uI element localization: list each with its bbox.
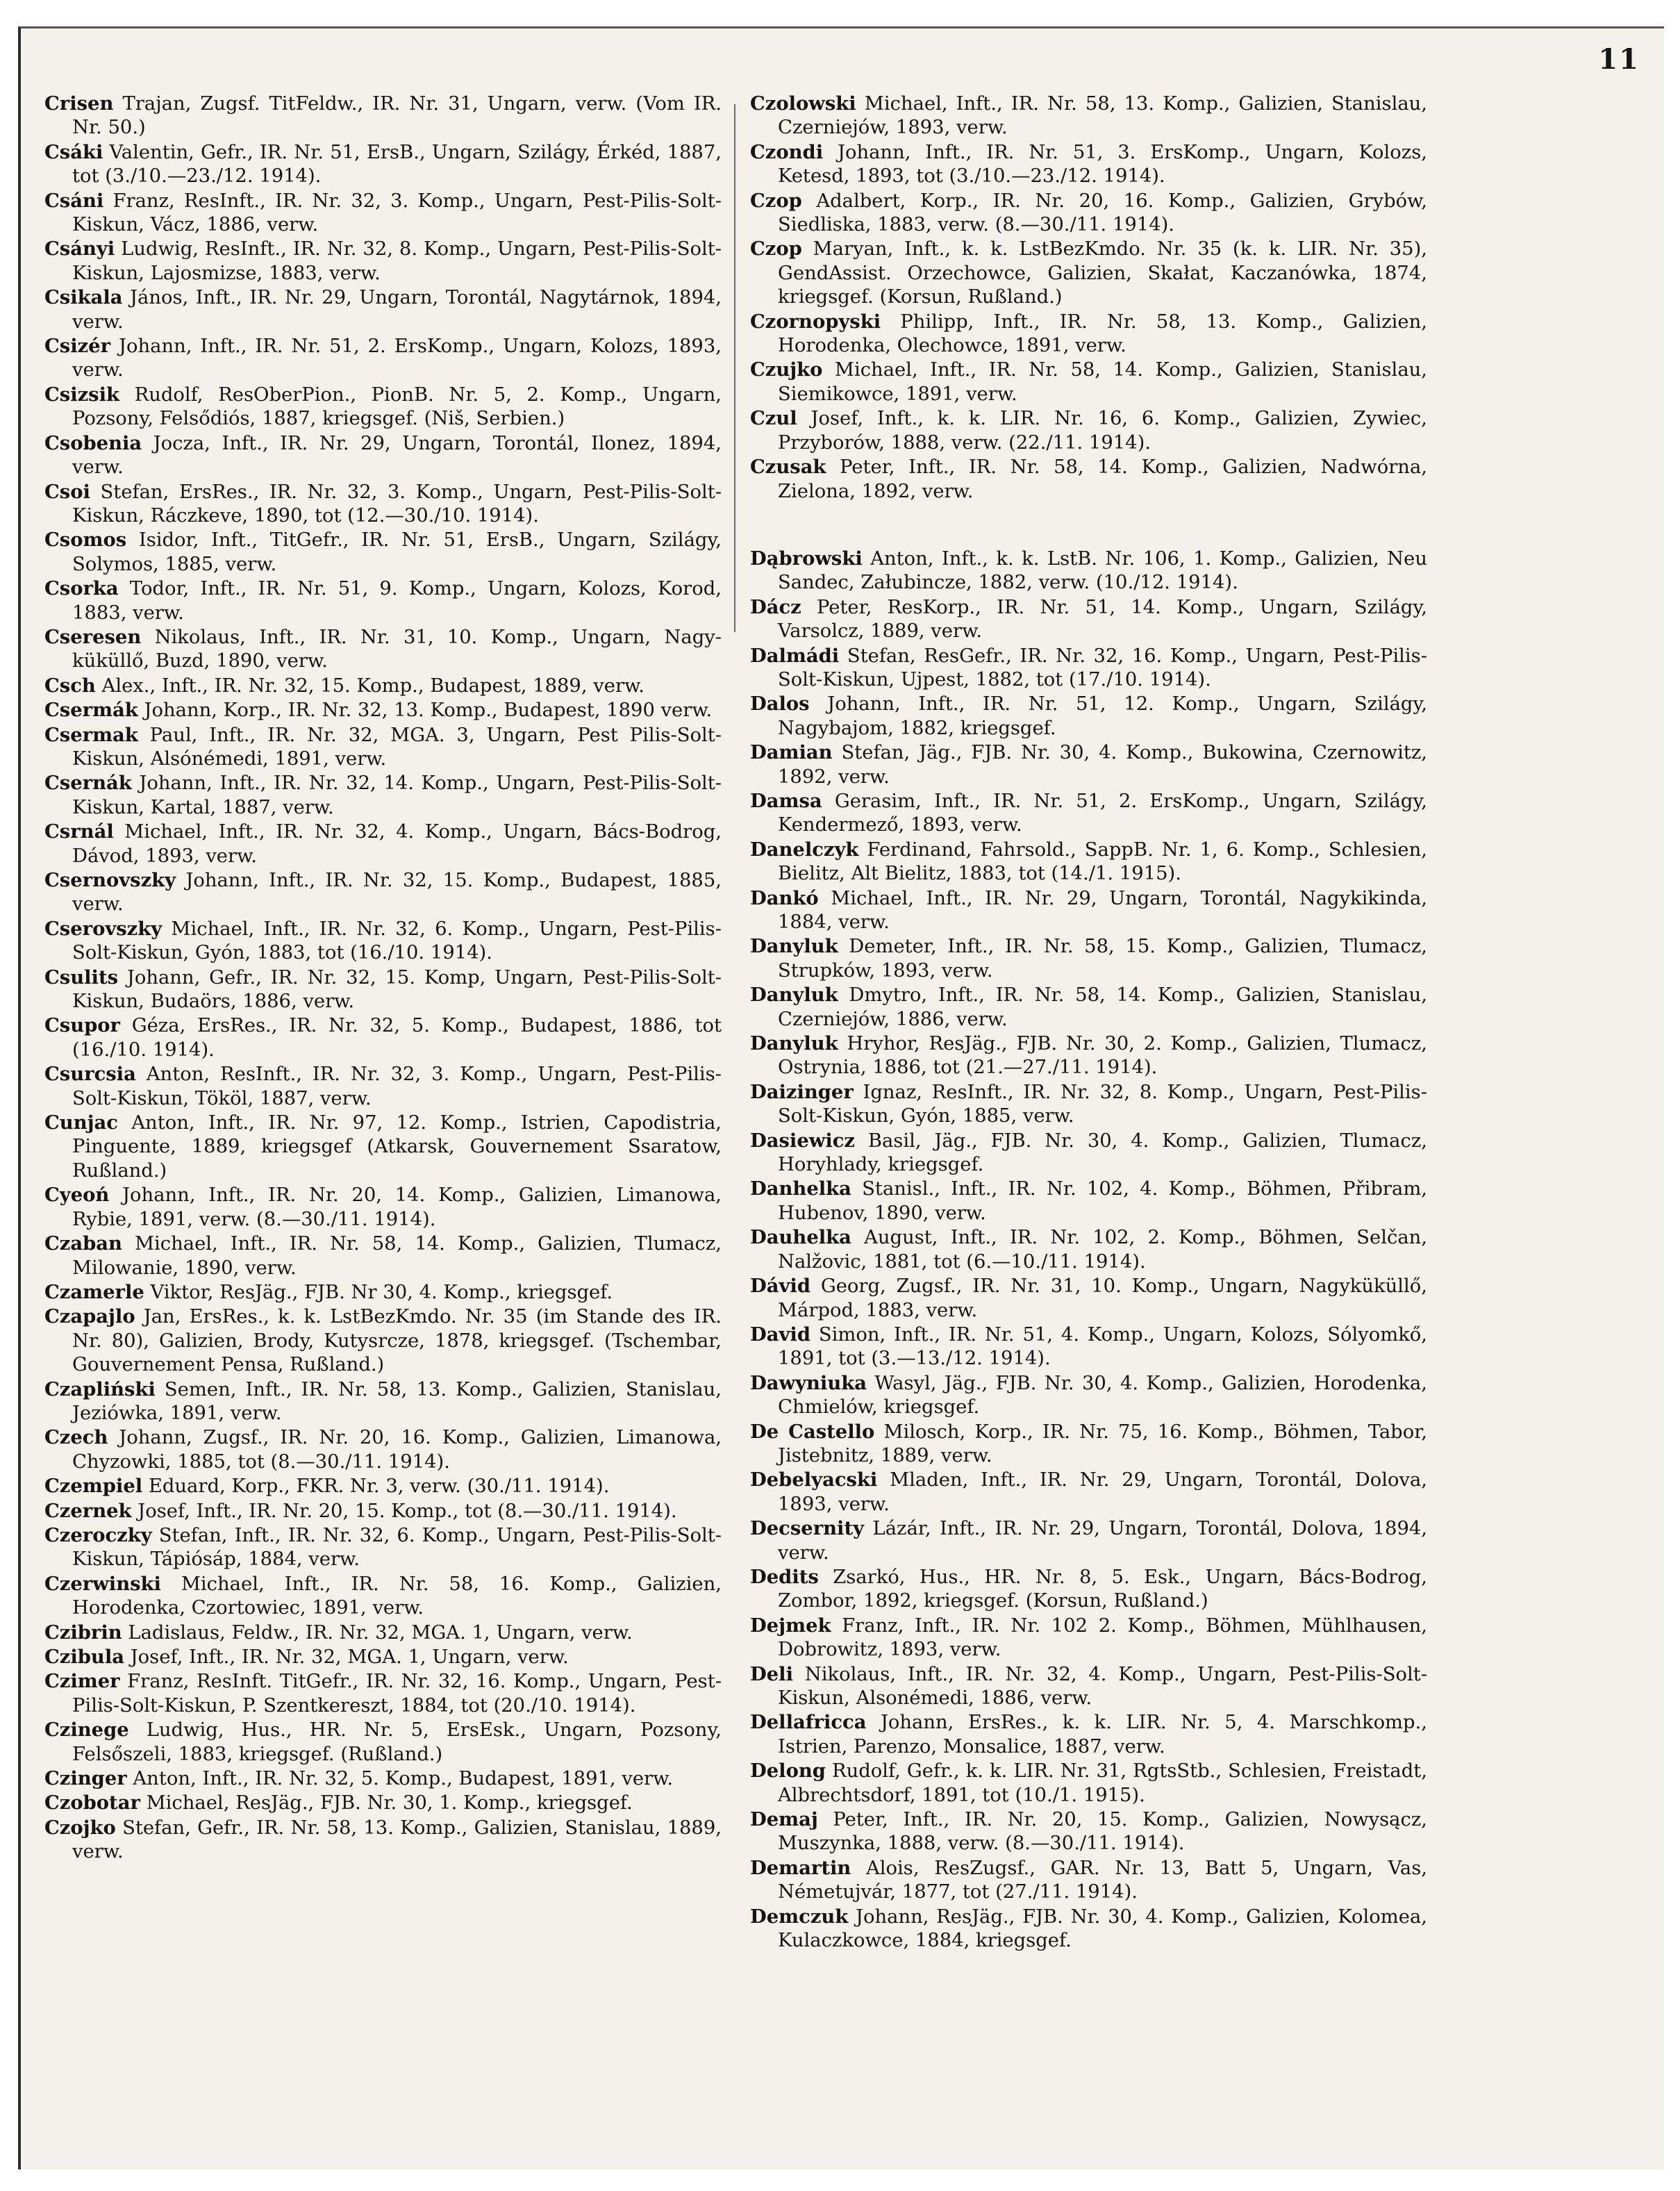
list-entry bbox=[44, 1232, 722, 1280]
entry-surname: Csányi bbox=[44, 238, 115, 261]
list-entry bbox=[44, 480, 722, 529]
entry-surname: Csernák bbox=[44, 772, 132, 795]
entry-details: Josef, Inft., k. k. LIR. Nr. 16, 6. Komp., Galizien, Zywiec, Przyborów, 1888, verw. (22./11. 1914). bbox=[778, 408, 1427, 454]
entry-details: Peter, Inft., IR. Nr. 58, 14. Komp., Galizien, Nadwórna, Zielona, 1892, verw. bbox=[778, 456, 1427, 502]
entry-surname: Czibula bbox=[44, 1646, 124, 1668]
entry-surname: Csorka bbox=[44, 577, 119, 600]
entry-details: Josef, Inft., IR. Nr. 32, MGA. 1, Ungarn, verw. bbox=[130, 1646, 569, 1668]
entry-surname: Czolowski bbox=[750, 92, 856, 115]
entry-surname: Czech bbox=[44, 1426, 108, 1449]
entry-surname: Csizér bbox=[44, 335, 111, 358]
entry-details: Peter, ResKorp., IR. Nr. 51, 14. Komp., Ungarn, Szilágy, Varsolcz, 1889, verw. bbox=[778, 596, 1427, 643]
entry-surname: Csernovszky bbox=[44, 869, 176, 891]
entry-details: Basil, Jäg., FJB. Nr. 30, 4. Komp., Galizien, Tlumacz, Horyhlady, kriegsgef. bbox=[778, 1130, 1427, 1176]
list-entry bbox=[750, 789, 1427, 838]
entry-surname: Czojko bbox=[44, 1816, 116, 1839]
list-entry bbox=[750, 1225, 1427, 1274]
entry-surname: Danyluk bbox=[750, 1032, 838, 1055]
entry-surname: Cyeoń bbox=[44, 1184, 110, 1207]
entry-surname: Danhelka bbox=[750, 1177, 851, 1200]
entry-surname: Demartin bbox=[750, 1856, 851, 1879]
list-entry bbox=[750, 189, 1427, 238]
entry-surname: Csizsik bbox=[44, 383, 119, 406]
entry-details: Ludwig, ResInft., IR. Nr. 32, 8. Komp., Ungarn, Pest-Pilis-Solt-Kiskun, Lajosmizse, 1883, verw. bbox=[72, 238, 722, 284]
list-entry bbox=[44, 237, 722, 286]
entry-surname: Czapajlo bbox=[44, 1305, 135, 1328]
entry-details: Lázár, Inft., IR. Nr. 29, Ungarn, Torontál, Dolova, 1894, verw. bbox=[778, 1518, 1427, 1564]
list-entry bbox=[750, 886, 1427, 935]
entry-surname: Crisen bbox=[44, 92, 114, 115]
entry-details: Johann, Inft., IR. Nr. 51, 2. ErsKomp., Ungarn, Kolozs, 1893, verw. bbox=[72, 336, 722, 381]
entry-details: Maryan, Inft., k. k. LstBezKmdo. Nr. 35 (k. k. LIR. Nr. 35), GendAssist. Orzechowce, Galizien, Skałat, Kaczanówka, 1874, kriegsgef. (Korsun, Rußland.) bbox=[778, 238, 1427, 308]
entry-details: Michael, Inft., IR. Nr. 58, 16. Komp., Galizien, Horodenka, Czortowiec, 1891, verw. bbox=[72, 1573, 722, 1619]
entry-details: Dmytro, Inft., IR. Nr. 58, 14. Komp., Galizien, Stanislau, Czerniejów, 1886, verw. bbox=[778, 984, 1427, 1030]
right-column-top-block bbox=[750, 92, 1427, 504]
entry-details: Johann, Inft., IR. Nr. 32, 14. Komp., Ungarn, Pest-Pilis-Solt-Kiskun, Kartal, 1887, verw. bbox=[72, 772, 722, 818]
entry-surname: Czibrin bbox=[44, 1621, 122, 1644]
entry-details: Wasyl, Jäg., FJB. Nr. 30, 4. Komp., Galizien, Horodenka, Chmielów, kriegsgef. bbox=[778, 1372, 1427, 1419]
entry-details: Ladislaus, Feldw., IR. Nr. 32, MGA. 1, Ungarn, verw. bbox=[128, 1621, 633, 1644]
entry-surname: Damsa bbox=[750, 789, 822, 812]
list-entry bbox=[750, 406, 1427, 455]
list-entry bbox=[44, 92, 722, 140]
entry-details: Johann, Inft., IR. Nr. 32, 15. Komp., Budapest, 1885, verw. bbox=[72, 870, 722, 916]
list-entry bbox=[750, 237, 1427, 309]
entry-details: Stefan, ErsRes., IR. Nr. 32, 3. Komp., Ungarn, Pest-Pilis-Solt-Kiskun, Ráczkeve, 1890, tot (12.—30./10. 1914). bbox=[72, 481, 722, 527]
entry-details: Michael, ResJäg., FJB. Nr. 30, 1. Komp., kriegsgef. bbox=[146, 1792, 633, 1814]
list-entry bbox=[750, 1468, 1427, 1516]
entry-details: Anton, Inft., IR. Nr. 32, 5. Komp., Budapest, 1891, verw. bbox=[133, 1768, 674, 1790]
entry-details: Stanisl., Inft., IR. Nr. 102, 4. Komp., Böhmen, Přibram, Hubenov, 1890, verw. bbox=[778, 1178, 1427, 1224]
list-entry bbox=[44, 1767, 722, 1791]
entry-details: Alois, ResZugsf., GAR. Nr. 13, Batt 5, Ungarn, Vas, Németujvár, 1877, tot (27./11. 1914). bbox=[778, 1857, 1427, 1903]
list-entry bbox=[750, 595, 1427, 644]
list-entry bbox=[750, 644, 1427, 693]
entry-details: Stefan, Jäg., FJB. Nr. 30, 4. Komp., Bukowina, Czernowitz, 1892, verw. bbox=[778, 742, 1427, 788]
entry-details: Simon, Inft., IR. Nr. 51, 4. Komp., Ungarn, Kolozs, Sólyomkő, 1891, tot (3.—13./12. 1914). bbox=[778, 1323, 1427, 1370]
entry-surname: Dąbrowski bbox=[750, 547, 863, 570]
list-entry bbox=[44, 1378, 722, 1426]
entry-surname: Damian bbox=[750, 741, 833, 764]
entry-surname: Czornopyski bbox=[750, 310, 881, 333]
list-entry bbox=[44, 1425, 722, 1474]
entry-surname: Czerwinski bbox=[44, 1572, 161, 1595]
list-entry bbox=[44, 1791, 722, 1815]
list-entry bbox=[44, 1111, 722, 1183]
list-entry bbox=[750, 1323, 1427, 1371]
entry-surname: Dalmádi bbox=[750, 644, 840, 667]
entry-details: Isidor, Inft., TitGefr., IR. Nr. 51, ErsB., Ungarn, Szilágy, Solymos, 1885, verw. bbox=[72, 529, 722, 575]
list-entry bbox=[750, 140, 1427, 189]
list-entry bbox=[44, 674, 722, 698]
entry-details: Gerasim, Inft., IR. Nr. 51, 2. ErsKomp., Ungarn, Szilágy, Kendermező, 1893, verw. bbox=[778, 790, 1427, 836]
entry-surname: Csobenia bbox=[44, 431, 142, 454]
entry-surname: Demczuk bbox=[750, 1905, 849, 1928]
entry-surname: Demaj bbox=[750, 1808, 818, 1831]
list-entry bbox=[750, 1274, 1427, 1323]
entry-surname: Dasiewicz bbox=[750, 1129, 855, 1152]
entry-surname: Daizinger bbox=[750, 1080, 854, 1103]
list-entry bbox=[750, 358, 1427, 406]
entry-details: Todor, Inft., IR. Nr. 51, 9. Komp., Ungarn, Kolozs, Korod, 1883, verw. bbox=[72, 578, 722, 624]
list-entry bbox=[750, 741, 1427, 789]
entry-details: Georg, Zugsf., IR. Nr. 31, 10. Komp., Ungarn, Nagyküküllő, Márpod, 1883, verw. bbox=[778, 1275, 1427, 1321]
entry-details: Adalbert, Korp., IR. Nr. 20, 16. Komp., Galizien, Grybów, Siedliska, 1883, verw. (8.—30./11. 1914). bbox=[778, 190, 1427, 236]
entry-details: János, Inft., IR. Nr. 29, Ungarn, Torontál, Nagytárnok, 1894, verw. bbox=[72, 287, 722, 333]
list-entry bbox=[750, 455, 1427, 504]
entry-surname: Delong bbox=[750, 1760, 826, 1783]
entry-details: Johann, Inft., IR. Nr. 51, 3. ErsKomp., Ungarn, Kolozs, Ketesd, 1893, tot (3./10.—23./12. 1914). bbox=[778, 141, 1427, 188]
entry-surname: Csulits bbox=[44, 966, 119, 989]
entry-details: Anton, ResInft., IR. Nr. 32, 3. Komp., Ungarn, Pest-Pilis-Solt-Kiskun, Tököl, 1887, verw. bbox=[72, 1064, 722, 1109]
entry-surname: Cunjac bbox=[44, 1111, 118, 1134]
entry-surname: Czeroczky bbox=[44, 1523, 152, 1546]
entry-details: Michael, Inft., IR. Nr. 58, 14. Komp., Galizien, Stanislau, Siemikowce, 1891, verw. bbox=[778, 359, 1427, 405]
list-entry bbox=[750, 1129, 1427, 1177]
entry-surname: Csurcsia bbox=[44, 1063, 136, 1086]
list-entry bbox=[44, 1645, 722, 1669]
entry-details: Rudolf, Gefr., k. k. LIR. Nr. 31, RgtsStb., Schlesien, Freistadt, Albrechtsdorf, 1891, tot (10./1. 1915). bbox=[778, 1760, 1427, 1806]
list-entry bbox=[44, 698, 722, 722]
entry-details: Jan, ErsRes., k. k. LstBezKmdo. Nr. 35 (im Stande des IR. Nr. 80), Galizien, Brody, Kutysrcze, 1878, kriegsgef. (Tschembar, Gouvernement Pensa, Rußland.) bbox=[72, 1306, 722, 1376]
entry-details: Jocza, Inft., IR. Nr. 29, Ungarn, Torontál, Ilonez, 1894, verw. bbox=[72, 432, 722, 479]
entry-surname: Csomos bbox=[44, 529, 127, 552]
list-entry bbox=[44, 1621, 722, 1645]
entry-details: Johann, Korp., IR. Nr. 32, 13. Komp., Budapest, 1890 verw. bbox=[144, 700, 713, 722]
list-entry bbox=[44, 577, 722, 625]
entry-surname: Czempiel bbox=[44, 1475, 143, 1498]
list-entry bbox=[750, 692, 1427, 741]
entry-details: Milosch, Korp., IR. Nr. 75, 16. Komp., Böhmen, Tabor, Jistebnitz, 1889, verw. bbox=[778, 1421, 1427, 1466]
entry-details: Géza, ErsRes., IR. Nr. 32, 5. Komp., Budapest, 1886, tot (16./10. 1914). bbox=[72, 1015, 722, 1061]
entry-surname: Danyluk bbox=[750, 984, 838, 1007]
list-entry bbox=[44, 1523, 722, 1572]
entry-details: Valentin, Gefr., IR. Nr. 51, ErsB., Ungarn, Szilágy, Érkéd, 1887, tot (3./10.—23./12. 1914). bbox=[72, 141, 722, 188]
list-entry bbox=[44, 140, 722, 189]
list-entry bbox=[44, 1062, 722, 1111]
entry-details: Michael, Inft., IR. Nr. 29, Ungarn, Torontál, Nagykikinda, 1884, verw. bbox=[778, 887, 1427, 933]
entry-details: Stefan, ResGefr., IR. Nr. 32, 16. Komp., Ungarn, Pest-Pilis-Solt-Kiskun, Ujpest, 1882, tot (17./10. 1914). bbox=[778, 645, 1427, 691]
entry-details: Zsarkó, Hus., HR. Nr. 8, 5. Esk., Ungarn, Bács-Bodrog, Zombor, 1892, kriegsgef. (Korsun, Rußland.) bbox=[778, 1566, 1427, 1612]
entry-details: Franz, Inft., IR. Nr. 102 2. Komp., Böhmen, Mühlhausen, Dobrowitz, 1893, verw. bbox=[778, 1614, 1427, 1661]
list-entry bbox=[44, 1305, 722, 1377]
entry-surname: Csch bbox=[44, 674, 96, 697]
entry-details: August, Inft., IR. Nr. 102, 2. Komp., Böhmen, Selčan, Nalžovic, 1881, tot (6.—10./11. 1914). bbox=[778, 1227, 1427, 1273]
entry-details: Michael, Inft., IR. Nr. 32, 6. Komp., Ungarn, Pest-Pilis-Solt-Kiskun, Gyón, 1883, tot (16./10. 1914). bbox=[72, 918, 722, 964]
entry-surname: Dauhelka bbox=[750, 1226, 851, 1249]
entry-surname: Czapliński bbox=[44, 1378, 156, 1400]
entry-details: Nikolaus, Inft., IR. Nr. 31, 10. Komp., Ungarn, Nagy-küküllő, Buzd, 1890, verw. bbox=[72, 626, 722, 672]
list-entry bbox=[44, 771, 722, 820]
entry-surname: De Castello bbox=[750, 1420, 875, 1443]
entry-details: Ferdinand, Fahrsold., SappB. Nr. 1, 6. Komp., Schlesien, Bielitz, Alt Bielitz, 1883, tot (14./1. 1915). bbox=[778, 838, 1427, 885]
entry-details: Michael, Inft., IR. Nr. 58, 13. Komp., Galizien, Stanislau, Czerniejów, 1893, verw. bbox=[778, 93, 1428, 139]
entry-surname: Danelczyk bbox=[750, 838, 859, 861]
entry-surname: Czinege bbox=[44, 1719, 129, 1742]
entry-details: Viktor, ResJäg., FJB. Nr 30, 4. Komp., kriegsgef. bbox=[150, 1281, 613, 1303]
list-entry bbox=[44, 334, 722, 383]
list-entry bbox=[750, 1662, 1427, 1711]
entry-surname: Czamerle bbox=[44, 1280, 144, 1303]
entry-details: Johann, ErsRes., k. k. LIR. Nr. 5, 4. Marschkomp., Istrien, Parenzo, Monsalice, 1887, verw. bbox=[778, 1712, 1427, 1758]
entry-surname: Dankó bbox=[750, 886, 819, 909]
entry-details: Anton, Inft., k. k. LstB. Nr. 106, 1. Komp., Galizien, Neu Sandec, Załubincze, 1882, verw. (10./12. 1914). bbox=[778, 547, 1427, 594]
entry-details: Michael, Inft., IR. Nr. 58, 14. Komp., Galizien, Tlumacz, Milowanie, 1890, verw. bbox=[72, 1233, 722, 1279]
entry-details: Josef, Inft., IR. Nr. 20, 15. Komp., tot (8.—30./11. 1914). bbox=[138, 1500, 677, 1522]
list-entry bbox=[44, 1669, 722, 1718]
entry-surname: Dellafricca bbox=[750, 1711, 867, 1734]
list-entry bbox=[750, 1177, 1427, 1225]
list-entry bbox=[44, 431, 722, 480]
entry-surname: Cserovszky bbox=[44, 917, 163, 940]
list-entry bbox=[44, 966, 722, 1014]
list-entry bbox=[44, 1816, 722, 1865]
entry-details: Franz, ResInft., IR. Nr. 32, 3. Komp., Ungarn, Pest-Pilis-Solt-Kiskun, Vácz, 1886, verw. bbox=[72, 190, 722, 236]
entry-details: Mladen, Inft., IR. Nr. 29, Ungarn, Torontál, Dolova, 1893, verw. bbox=[778, 1469, 1427, 1515]
list-entry bbox=[750, 310, 1427, 358]
list-entry bbox=[44, 1474, 722, 1498]
entry-details: Philipp, Inft., IR. Nr. 58, 13. Komp., Galizien, Horodenka, Olechowce, 1891, verw. bbox=[778, 311, 1427, 357]
list-entry bbox=[750, 1420, 1427, 1469]
entry-surname: Czop bbox=[750, 238, 802, 261]
entry-surname: Decsernity bbox=[750, 1517, 865, 1540]
list-entry bbox=[750, 838, 1427, 886]
entry-surname: Dedits bbox=[750, 1565, 819, 1588]
entry-details: Paul, Inft., IR. Nr. 32, MGA. 3, Ungarn, Pest Pilis-Solt-Kiskun, Alsónémedi, 1891, verw. bbox=[72, 724, 722, 770]
entry-surname: Csermak bbox=[44, 723, 138, 746]
entry-details: Semen, Inft., IR. Nr. 58, 13. Komp., Galizien, Stanislau, Jeziówka, 1891, verw. bbox=[72, 1378, 722, 1424]
entry-details: Johann, Inft., IR. Nr. 20, 14. Komp., Galizien, Limanowa, Rybie, 1891, verw. (8.—30./11. 1914). bbox=[72, 1184, 722, 1230]
entry-details: Johann, Inft., IR. Nr. 51, 12. Komp., Ungarn, Szilágy, Nagybajom, 1882, kriegsgef. bbox=[778, 693, 1427, 739]
entry-details: Trajan, Zugsf. TitFeldw., IR. Nr. 31, Ungarn, verw. (Vom IR. Nr. 50.) bbox=[72, 93, 722, 139]
list-entry bbox=[750, 934, 1427, 983]
entry-surname: Csermák bbox=[44, 699, 138, 722]
entry-details: Johann, Zugsf., IR. Nr. 20, 16. Komp., Galizien, Limanowa, Chyzowki, 1885, tot (8.—30./11. 1914). bbox=[72, 1427, 722, 1473]
column-divider bbox=[734, 104, 735, 632]
list-entry bbox=[44, 820, 722, 868]
list-entry bbox=[44, 1183, 722, 1232]
list-entry bbox=[750, 1371, 1427, 1420]
list-entry bbox=[44, 383, 722, 431]
list-entry bbox=[750, 1710, 1427, 1759]
page-number: 11 bbox=[1598, 43, 1640, 76]
entry-surname: Czimer bbox=[44, 1670, 120, 1693]
entry-surname: Czujko bbox=[750, 358, 823, 381]
entry-details: Demeter, Inft., IR. Nr. 58, 15. Komp., Galizien, Tlumacz, Strupków, 1893, verw. bbox=[778, 936, 1427, 982]
list-entry bbox=[750, 1808, 1427, 1856]
entry-surname: David bbox=[750, 1323, 810, 1346]
entry-surname: Czernek bbox=[44, 1499, 132, 1522]
right-column bbox=[750, 92, 1427, 1953]
entry-surname: Csáni bbox=[44, 189, 104, 212]
entry-surname: Dávid bbox=[750, 1275, 810, 1298]
left-column bbox=[44, 92, 722, 1865]
list-entry bbox=[750, 547, 1427, 595]
list-entry bbox=[44, 1572, 722, 1621]
entry-surname: Czondi bbox=[750, 140, 824, 163]
entry-details: Ignaz, ResInft., IR. Nr. 32, 8. Komp., Ungarn, Pest-Pilis-Solt-Kiskun, Gyón, 1885, verw. bbox=[778, 1081, 1427, 1127]
entry-details: Peter, Inft., IR. Nr. 20, 15. Komp., Galizien, Nowysącz, Muszynka, 1888, verw. (8.—30./11. 1914). bbox=[778, 1809, 1427, 1855]
entry-details: Anton, Inft., IR. Nr. 97, 12. Komp., Istrien, Capodistria, Pinguente, 1889, kriegsgef (Atkarsk, Gouvernement Ssaratow, Rußland.) bbox=[72, 1112, 722, 1182]
list-entry bbox=[750, 1516, 1427, 1565]
list-entry bbox=[750, 1614, 1427, 1662]
entry-details: Stefan, Inft., IR. Nr. 32, 6. Komp., Ungarn, Pest-Pilis-Solt-Kiskun, Tápiósáp, 1884, verw. bbox=[72, 1524, 722, 1571]
entry-details: Franz, ResInft. TitGefr., IR. Nr. 32, 16. Komp., Ungarn, Pest-Pilis-Solt-Kiskun, P. Szentkereszt, 1884, tot (20./10. 1914). bbox=[72, 1671, 722, 1717]
entry-surname: Cseresen bbox=[44, 625, 142, 648]
list-entry bbox=[750, 1565, 1427, 1614]
entry-surname: Czop bbox=[750, 189, 802, 212]
list-entry bbox=[750, 1032, 1427, 1080]
entry-details: Johann, Gefr., IR. Nr. 32, 15. Komp, Ungarn, Pest-Pilis-Solt-Kiskun, Budaörs, 1886, verw. bbox=[72, 966, 722, 1013]
right-column-bottom-block bbox=[750, 547, 1427, 1953]
list-entry bbox=[44, 286, 722, 334]
entry-details: Alex., Inft., IR. Nr. 32, 15. Komp., Budapest, 1889, verw. bbox=[101, 675, 644, 697]
entry-details: Rudolf, ResOberPion., PionB. Nr. 5, 2. Komp., Ungarn, Pozsony, Felsődiós, 1887, kriegsgef. (Niš, Serbien.) bbox=[72, 383, 722, 430]
entry-surname: Deli bbox=[750, 1662, 793, 1685]
entry-details: Hryhor, ResJäg., FJB. Nr. 30, 2. Komp., Galizien, Tlumacz, Ostrynia, 1886, tot (21.—27./11. 1914). bbox=[778, 1033, 1428, 1079]
entry-surname: Czul bbox=[750, 407, 797, 430]
list-entry bbox=[44, 868, 722, 917]
list-entry bbox=[44, 1280, 722, 1305]
entry-surname: Czobotar bbox=[44, 1792, 140, 1814]
entry-surname: Dawyniuka bbox=[750, 1371, 867, 1394]
entry-details: Michael, Inft., IR. Nr. 32, 4. Komp., Ungarn, Bács-Bodrog, Dávod, 1893, verw. bbox=[72, 821, 722, 867]
list-entry bbox=[44, 189, 722, 238]
list-entry bbox=[44, 917, 722, 966]
entry-surname: Csrnál bbox=[44, 820, 114, 843]
list-entry bbox=[44, 625, 722, 674]
list-entry bbox=[750, 1905, 1427, 1953]
entry-details: Stefan, Gefr., IR. Nr. 58, 13. Komp., Galizien, Stanislau, 1889, verw. bbox=[72, 1817, 722, 1863]
entry-surname: Dalos bbox=[750, 693, 810, 716]
entry-surname: Debelyacski bbox=[750, 1469, 878, 1491]
entry-surname: Danyluk bbox=[750, 935, 838, 958]
list-entry bbox=[750, 983, 1427, 1032]
entry-details: Eduard, Korp., FKR. Nr. 3, verw. (30./11. 1914). bbox=[148, 1475, 610, 1498]
list-entry bbox=[44, 723, 722, 772]
entry-details: Ludwig, Hus., HR. Nr. 5, ErsEsk., Ungarn, Pozsony, Felsőszeli, 1883, kriegsgef. (Rußland.) bbox=[72, 1719, 722, 1765]
entry-surname: Czusak bbox=[750, 456, 826, 479]
entry-details: Johann, ResJäg., FJB. Nr. 30, 4. Komp., Galizien, Kolomea, Kulaczkowce, 1884, kriegsgef. bbox=[778, 1905, 1427, 1952]
entry-surname: Csáki bbox=[44, 140, 103, 163]
section-gap bbox=[750, 504, 1427, 547]
entry-details: Nikolaus, Inft., IR. Nr. 32, 4. Komp., Ungarn, Pest-Pilis-Solt-Kiskun, Alsonémedi, 1886, verw. bbox=[778, 1663, 1427, 1709]
entry-surname: Csoi bbox=[44, 480, 90, 503]
list-entry bbox=[44, 1718, 722, 1767]
list-entry bbox=[750, 1856, 1427, 1905]
list-entry bbox=[44, 528, 722, 577]
entry-surname: Csikala bbox=[44, 286, 123, 309]
entry-surname: Czaban bbox=[44, 1232, 122, 1255]
entry-surname: Czinger bbox=[44, 1767, 127, 1790]
list-entry bbox=[750, 1759, 1427, 1808]
entry-surname: Dácz bbox=[750, 595, 801, 618]
list-entry bbox=[750, 92, 1427, 140]
list-entry bbox=[44, 1499, 722, 1523]
entry-surname: Csupor bbox=[44, 1014, 120, 1037]
entry-surname: Dejmek bbox=[750, 1614, 831, 1637]
list-entry bbox=[750, 1080, 1427, 1129]
list-entry bbox=[44, 1014, 722, 1062]
